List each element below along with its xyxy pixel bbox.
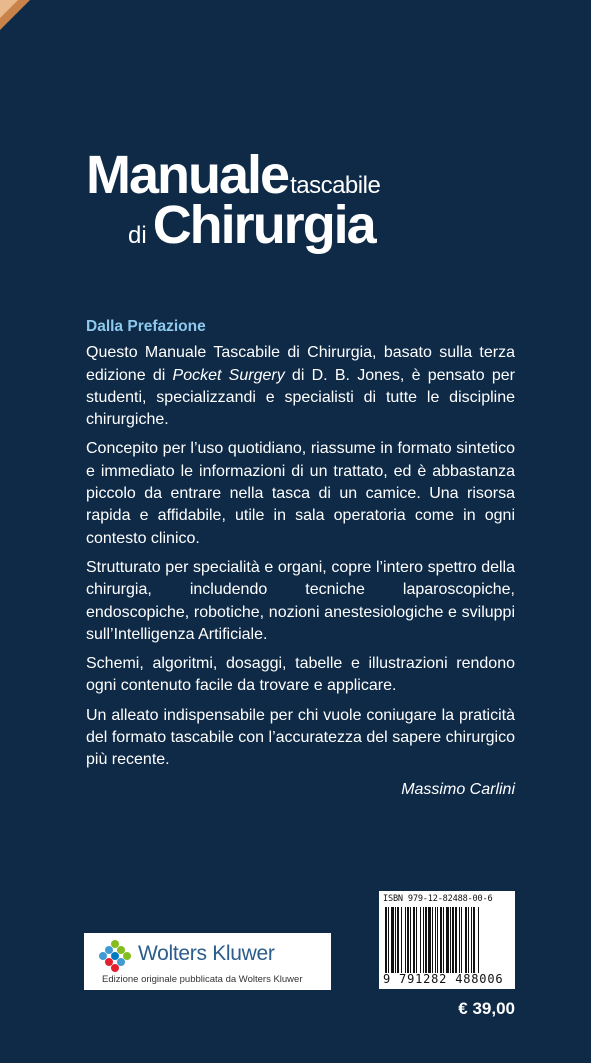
barcode-bar xyxy=(397,907,399,973)
barcode-bar xyxy=(440,907,442,973)
barcode-bar xyxy=(391,907,394,973)
title-word-di: di xyxy=(128,222,147,249)
barcode-bar xyxy=(432,907,433,973)
barcode-bar xyxy=(425,907,427,973)
barcode-bar xyxy=(428,907,431,973)
barcode-bar xyxy=(388,907,389,973)
barcode-bar xyxy=(413,907,415,973)
isbn-label: ISBN 979-12-82488-00-6 xyxy=(383,894,493,904)
barcode-bar xyxy=(435,907,436,973)
barcode-bar xyxy=(478,907,479,973)
barcode-bar xyxy=(461,907,462,973)
title-word-manuale: Manuale xyxy=(86,145,289,205)
barcode-bar xyxy=(410,907,411,973)
barcode-bar xyxy=(455,907,457,973)
title-word-chirurgia: Chirurgia xyxy=(152,195,375,255)
preface-text xyxy=(86,316,515,801)
barcode-bar xyxy=(450,907,451,973)
preface-p1-text-a: Questo Manuale Tascabile di Chirurgia, basato sulla terza edizione di xyxy=(86,344,515,384)
preface-paragraph-1 xyxy=(86,342,515,431)
wolters-kluwer-dots-icon xyxy=(98,939,132,973)
barcode-bar xyxy=(471,907,472,973)
preface-paragraph-3: Strutturato per specialità e organi, copre l’intero spettro della chirurgia, includendo tecniche laparoscopiche, endoscopiche, robotiche, nozioni anestesiologiche e sviluppi sull’Intelligenza Artificiale. xyxy=(86,558,515,643)
barcode-bar xyxy=(473,907,475,973)
preface-heading: Dalla Prefazione xyxy=(86,318,206,335)
book-title xyxy=(86,145,381,255)
title-word-tascabile: tascabile xyxy=(290,172,381,199)
barcode-bar xyxy=(420,907,421,973)
publisher-logo-box xyxy=(84,933,331,990)
corner-accent-light xyxy=(0,0,18,18)
barcode-bar xyxy=(443,907,444,973)
barcode-bar xyxy=(446,907,449,973)
barcode-box xyxy=(379,891,515,989)
preface-paragraph-4: Schemi, algoritmi, dosaggi, tabelle e illustrazioni rendono ogni contenuto facile da trovare e applicare. xyxy=(86,655,515,695)
barcode-bar xyxy=(395,907,396,973)
publisher-note: Edizione originale pubblicata da Wolters Kluwer xyxy=(102,974,303,985)
barcode-bar xyxy=(385,907,387,973)
barcode-bar xyxy=(401,907,402,973)
barcode-bar xyxy=(416,907,417,973)
barcode-bar xyxy=(437,907,438,973)
preface-paragraph-2: Concepito per l’uso quotidiano, riassume in formato sintetico e immediato le informazioni di un trattato, ed è abbastanza piccolo da entrare nella tasca di un camice. Una risorsa rapida e affidabile, utile in sala operatoria come in ogni contesto clinico. xyxy=(86,440,515,547)
preface-signature: Massimo Carlini xyxy=(401,780,515,798)
publisher-name: Wolters Kluwer xyxy=(138,942,275,965)
barcode-bar xyxy=(468,907,469,973)
preface-p1-italic: Pocket Surgery xyxy=(172,366,285,384)
barcode-bar xyxy=(405,907,406,973)
barcode-bar xyxy=(459,907,460,973)
barcode-bar xyxy=(423,907,424,973)
barcode-bar xyxy=(465,907,467,973)
price: € 39,00 xyxy=(458,999,515,1018)
barcode-bar xyxy=(452,907,454,973)
barcode-bars xyxy=(385,907,509,973)
barcode-bar xyxy=(407,907,409,973)
barcode-number: 9 791282 488006 xyxy=(383,972,504,986)
preface-paragraph-5: Un alleato indispensabile per chi vuole coniugare la praticità del formato tascabile con l’accuratezza del sapere chirurgico più recente. xyxy=(86,706,515,769)
preface-p1-text-b: di D. B. Jones, è pensato per studenti, specializzandi e specialisti di tutte le discipline chirurgiche. xyxy=(86,366,515,429)
